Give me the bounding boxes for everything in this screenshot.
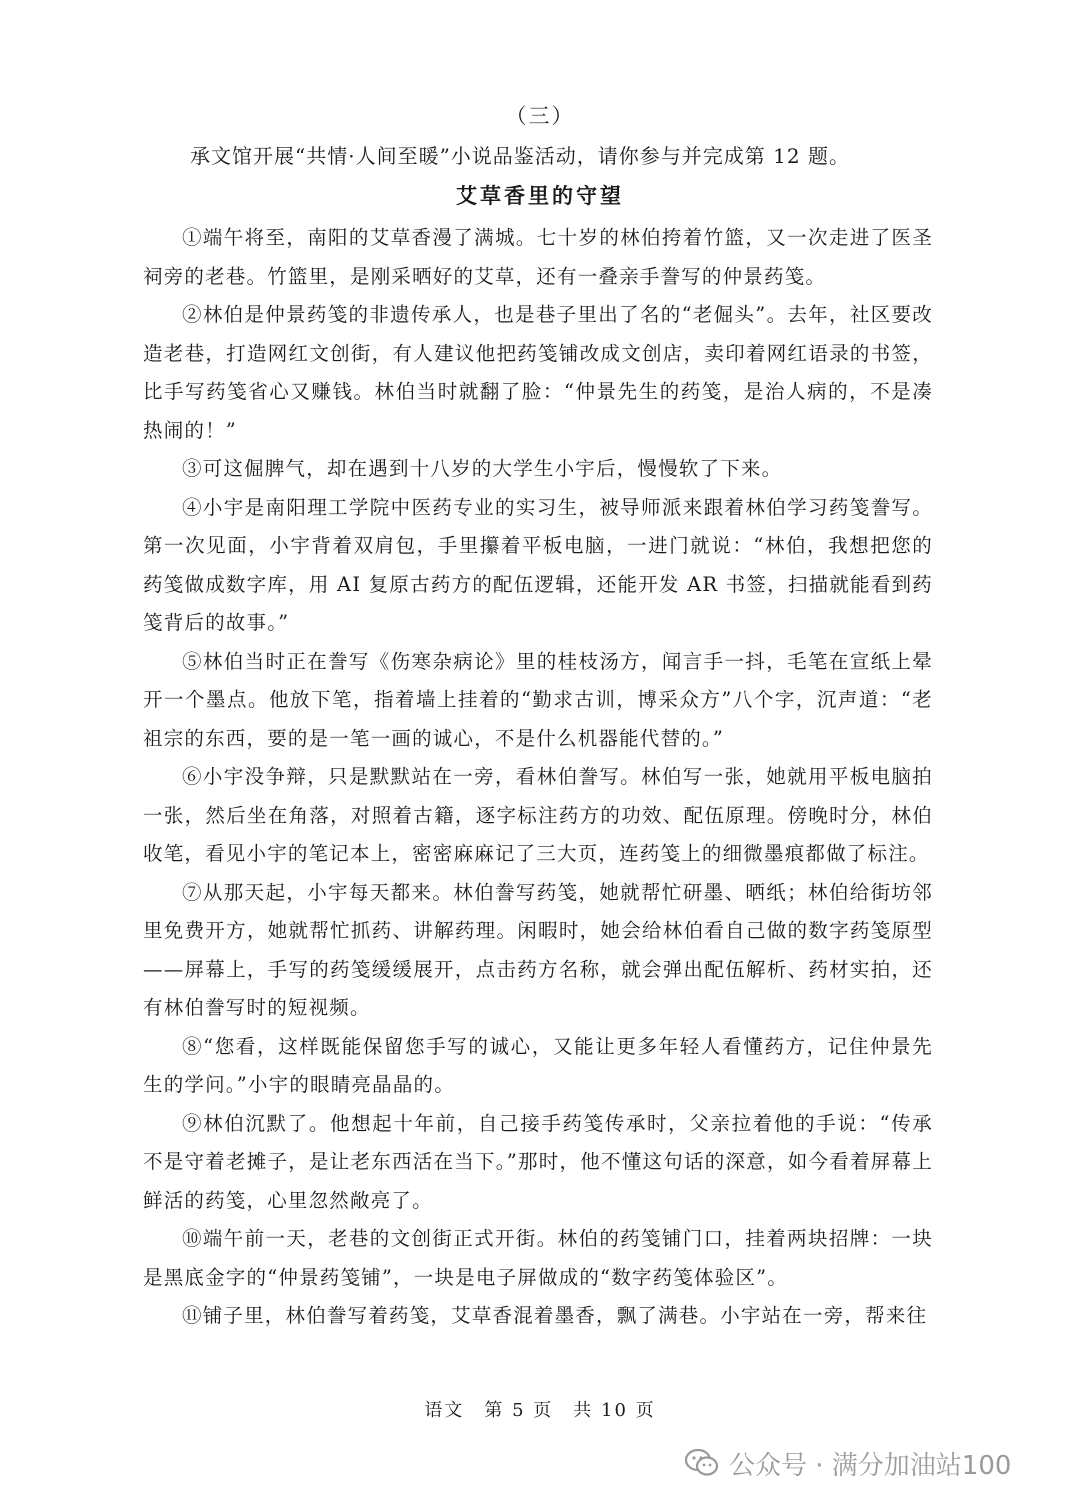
page-footer: 语文 第 5 页 共 10 页	[424, 1400, 656, 1421]
paragraph-7: ⑦从那天起，小宇每天都来。林伯誊写药笺，她就帮忙研墨、晒纸；林伯给街坊邻里免费开方，她就帮忙抓药、讲解药理。闲暇时，她会给林伯看自己做的数字药笺原型——屏幕上，手写的药笺缓缓展开，点击药方名称，就会弹出配伍解析、药材实拍，还有林伯誊写时的短视频。	[143, 880, 933, 1019]
story-title: 艾草香里的守望	[456, 183, 624, 208]
paragraph-5: ⑤林伯当时正在誊写《伤寒杂病论》里的桂枝汤方，闻言手一抖，毛笔在宣纸上晕开一个墨点。他放下笔，指着墙上挂着的“勤求古训，博采众方”八个字，沉声道：“老祖宗的东西，要的是一笔一画的诚心，不是什么机器能代替的。”	[143, 649, 933, 750]
section-number: （三）	[505, 104, 575, 128]
paragraph-9: ⑨林伯沉默了。他想起十年前，自己接手药笺传承时，父亲拉着他的手说：“传承不是守着老摊子，是让老东西活在当下。”那时，他不懂这句话的深意，如今看着屏幕上鲜活的药笺，心里忽然敞亮了。	[143, 1111, 933, 1212]
paragraph-3: ③可这倔脾气，却在遇到十八岁的大学生小宇后，慢慢软了下来。	[182, 457, 783, 480]
activity-intro: 承文馆开展“共情·人间至暖”小说品鉴活动，请你参与并完成第 12 题。	[190, 144, 850, 168]
watermark-text: 公众号 · 满分加油站100	[729, 1450, 1012, 1481]
paragraph-2: ②林伯是仲景药笺的非遗传承人，也是巷子里出了名的“老倔头”。去年，社区要改造老巷，打造网红文创街，有人建议他把药笺铺改成文创店，卖印着网红语录的书签，比手写药笺省心又赚钱。林伯当时就翻了脸：“仲景先生的药笺，是治人病的，不是凑热闹的！”	[143, 303, 933, 442]
story-body	[143, 219, 933, 1336]
paragraph-6: ⑥小宇没争辩，只是默默站在一旁，看林伯誊写。林伯写一张，她就用平板电脑拍一张，然后坐在角落，对照着古籍，逐字标注药方的功效、配伍原理。傍晚时分，林伯收笔，看见小宇的笔记本上，密密麻麻记了三大页，连药笺上的细微墨痕都做了标注。	[143, 765, 933, 865]
paragraph-11: ⑪铺子里，林伯誊写着药笺，艾草香混着墨香，飘了满巷。小宇站在一旁，帮来往	[182, 1304, 928, 1327]
paragraph-8: ⑧“您看，这样既能保留您手写的诚心，又能让更多年轻人看懂药方，记住仲景先生的学问。”小宇的眼睛亮晶晶的。	[143, 1034, 933, 1096]
paragraph-10: ⑩端午前一天，老巷的文创街正式开街。林伯的药笺铺门口，挂着两块招牌：一块是黑底金字的“仲景药笺铺”，一块是电子屏做成的“数字药笺体验区”。	[143, 1227, 933, 1289]
wechat-official-account-icon	[685, 1448, 719, 1478]
paragraph-1: ①端午将至，南阳的艾草香漫了满城。七十岁的林伯挎着竹篮，又一次走进了医圣祠旁的老巷。竹篮里，是刚采晒好的艾草，还有一叠亲手誊写的仲景药笺。	[143, 226, 933, 288]
watermark	[685, 1443, 1011, 1483]
paragraph-4: ④小宇是南阳理工学院中医药专业的实习生，被导师派来跟着林伯学习药笺誊写。第一次见面，小宇背着双肩包，手里攥着平板电脑，一进门就说：“林伯，我想把您的药笺做成数字库，用 AI 复原古药方的配伍逻辑，还能开发 AR 书签，扫描就能看到药笺背后的故事。”	[143, 495, 933, 634]
